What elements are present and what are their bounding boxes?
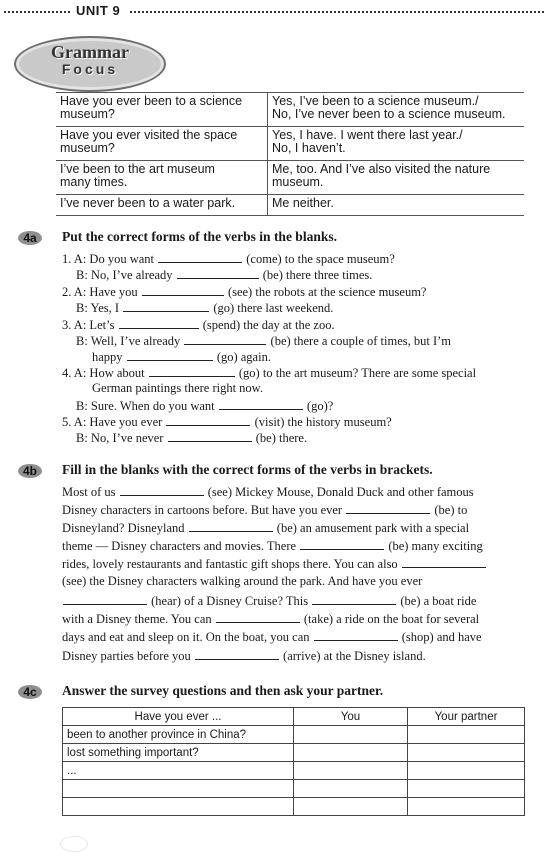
header-dots-right — [130, 11, 544, 13]
grammar-answer-line: No, I’ve never been to a science museum. — [272, 107, 506, 121]
page-smudge — [60, 836, 88, 852]
passage-text: (be) an amusement park with a special — [276, 521, 470, 535]
survey-header-you: You — [294, 708, 408, 726]
passage-line — [62, 593, 476, 609]
grammar-question-line: museum? — [60, 107, 115, 121]
survey-header-partner: Your partner — [408, 708, 525, 726]
passage-line — [62, 502, 467, 518]
passage-text: (be) to — [434, 503, 468, 517]
passage-line — [62, 574, 422, 589]
exercise-4a-text: (go) there last weekend. — [213, 301, 334, 315]
answer-blank[interactable] — [189, 520, 273, 532]
answer-blank[interactable] — [177, 267, 259, 279]
survey-answer-partner[interactable] — [408, 744, 525, 762]
survey-answer-you[interactable] — [294, 780, 408, 798]
passage-text: (be) many exciting — [388, 539, 483, 553]
survey-answer-partner[interactable] — [408, 762, 525, 780]
answer-blank[interactable] — [216, 611, 300, 623]
passage-line — [62, 484, 474, 500]
exercise-4a-line — [62, 414, 392, 430]
survey-question: lost something important? — [63, 744, 294, 762]
survey-table — [62, 707, 525, 816]
answer-blank[interactable] — [312, 593, 396, 605]
grammar-question-line: I’ve never been to a water park. — [60, 196, 236, 210]
grammar-row — [56, 93, 524, 127]
grammar-question — [56, 127, 268, 161]
grammar-answer — [268, 127, 525, 161]
grammar-row — [56, 127, 524, 161]
grammar-question-line: museum? — [60, 141, 115, 155]
passage-line — [62, 611, 479, 627]
passage-text: (arrive) at the Disney island. — [283, 649, 426, 663]
unit-label: UNIT 9 — [76, 3, 121, 18]
exercise-4a-line — [76, 430, 307, 446]
answer-blank[interactable] — [149, 365, 235, 377]
grammar-answer-line: Yes, I’ve been to a science museum./ — [272, 94, 479, 108]
grammar-question-line: Have you ever been to a science — [60, 94, 243, 108]
exercise-4a-line — [62, 317, 335, 333]
grammar-answer-line: Yes, I have. I went there last year./ — [272, 128, 463, 142]
passage-text: (shop) and have — [401, 630, 482, 644]
exercise-4a-line — [76, 333, 451, 349]
exercise-4a-text: 1. A: Do you want — [62, 252, 155, 266]
grammar-row — [56, 195, 524, 216]
survey-answer-you[interactable] — [294, 798, 408, 816]
grammar-answer — [268, 93, 525, 127]
survey-answer-you[interactable] — [294, 762, 408, 780]
passage-line — [62, 648, 426, 664]
survey-question — [63, 780, 294, 798]
exercise-4a-text: (be) there a couple of times, but I’m — [270, 334, 452, 348]
exercise-4a-line — [92, 349, 271, 365]
survey-question — [63, 798, 294, 816]
passage-text: theme — Disney characters and movies. There — [62, 539, 297, 553]
exercise-4a-text: B: Yes, I — [76, 301, 120, 315]
exercise-4a-text: B: No, I’ve already — [76, 268, 173, 282]
answer-blank[interactable] — [184, 333, 266, 345]
grammar-question-line: I’ve been to the art museum — [60, 162, 215, 176]
grammar-table — [56, 92, 524, 216]
answer-blank[interactable] — [300, 538, 384, 550]
exercise-4a-text: (visit) the history museum? — [254, 415, 392, 429]
grammar-answer-line: No, I haven’t. — [272, 141, 346, 155]
exercise-4a-text: (go)? — [306, 399, 334, 413]
grammar-question-line: Have you ever visited the space — [60, 128, 238, 142]
passage-text: rides, lovely restaurants and fantastic gift shops there. You can also — [62, 557, 398, 571]
grammar-answer — [268, 195, 525, 216]
section-4a-title: Put the correct forms of the verbs in the blanks. — [62, 229, 337, 244]
grammar-question-line: many times. — [60, 175, 128, 189]
survey-answer-you[interactable] — [294, 744, 408, 762]
exercise-4a-line — [62, 251, 395, 267]
passage-text: (see) Mickey Mouse, Donald Duck and other famous — [207, 485, 474, 499]
grammar-question — [56, 161, 268, 195]
section-4c-title: Answer the survey questions and then ask your partner. — [62, 683, 384, 698]
passage-text: (see) the Disney characters walking around the park. And have you ever — [62, 574, 423, 588]
grammar-answer-line: Me, too. And I’ve also visited the nature — [272, 162, 491, 176]
passage-text: days and eat and sleep on it. On the boat, you can — [62, 630, 310, 644]
exercise-4a-text: 3. A: Let’s — [62, 318, 115, 332]
survey-answer-partner[interactable] — [408, 780, 525, 798]
survey-answer-partner[interactable] — [408, 798, 525, 816]
survey-row — [63, 744, 525, 762]
grammar-focus-title: Grammar — [51, 42, 129, 62]
exercise-4a-text: B: Sure. When do you want — [76, 399, 215, 413]
grammar-question — [56, 93, 268, 127]
exercise-4a-text: 2. A: Have you — [62, 285, 138, 299]
grammar-answer — [268, 161, 525, 195]
survey-question: been to another province in China? — [63, 726, 294, 744]
answer-blank[interactable] — [402, 556, 486, 568]
passage-text: (hear) of a Disney Cruise? This — [151, 594, 309, 608]
answer-blank[interactable] — [219, 398, 303, 410]
passage-text: with a Disney theme. You can — [62, 612, 212, 626]
survey-answer-you[interactable] — [294, 726, 408, 744]
section-4b-badge: 4b — [18, 464, 42, 478]
answer-blank[interactable] — [314, 629, 398, 641]
passage-line — [62, 556, 487, 572]
section-4c-badge: 4c — [18, 685, 42, 699]
exercise-4a-text: 4. A: How about — [62, 366, 145, 380]
answer-blank[interactable] — [168, 430, 252, 442]
exercise-4a-line — [76, 300, 333, 316]
exercise-4a-text: B: Well, I’ve already — [76, 334, 181, 348]
grammar-question — [56, 195, 268, 216]
answer-blank[interactable] — [63, 593, 147, 605]
exercise-4a-text: (come) to the space museum? — [246, 252, 395, 266]
exercise-4a-line — [76, 267, 372, 283]
answer-blank[interactable] — [166, 414, 250, 426]
header-dots-left — [4, 11, 70, 13]
answer-blank[interactable] — [346, 502, 430, 514]
answer-blank[interactable] — [123, 300, 209, 312]
passage-line — [62, 538, 483, 554]
exercise-4a-line — [76, 398, 333, 414]
passage-text: (take) a ride on the boat for several — [303, 612, 480, 626]
answer-blank[interactable] — [195, 648, 279, 660]
exercise-4a-line — [92, 381, 263, 396]
exercise-4a-text: (see) the robots at the science museum? — [227, 285, 427, 299]
section-4a-badge: 4a — [18, 231, 42, 245]
answer-blank[interactable] — [120, 484, 204, 496]
exercise-4a-text: (be) there three times. — [262, 268, 373, 282]
exercise-4a-text: (be) there. — [255, 431, 308, 445]
passage-line — [62, 520, 469, 536]
exercise-4a-text: 5. A: Have you ever — [62, 415, 163, 429]
answer-blank[interactable] — [158, 251, 242, 263]
grammar-answer-line: museum. — [272, 175, 324, 189]
grammar-row — [56, 161, 524, 195]
exercise-4a-text: (go) to the art museum? There are some special — [238, 366, 477, 380]
passage-text: Disneyland? Disneyland — [62, 521, 185, 535]
passage-text: Disney parties before you — [62, 649, 191, 663]
passage-text: (be) a boat ride — [400, 594, 477, 608]
survey-row — [63, 798, 525, 816]
grammar-focus-subtitle: Focus — [61, 61, 119, 77]
passage-line — [62, 629, 482, 645]
exercise-4a-text: German paintings there right now. — [92, 381, 264, 395]
exercise-4a-line — [62, 365, 476, 381]
exercise-4a-text: (spend) the day at the zoo. — [202, 318, 335, 332]
answer-blank[interactable] — [127, 349, 213, 361]
grammar-focus-badge — [14, 36, 166, 92]
unit-header — [0, 2, 550, 20]
grammar-answer-line: Me neither. — [272, 196, 334, 210]
survey-row — [63, 780, 525, 798]
survey-question: ... — [63, 762, 294, 780]
exercise-4a-text: (go) again. — [216, 350, 271, 364]
exercise-4a-text: B: No, I’ve never — [76, 431, 164, 445]
survey-row — [63, 726, 525, 744]
section-4b-title: Fill in the blanks with the correct forms of the verbs in brackets. — [62, 462, 433, 477]
survey-header-question: Have you ever ... — [63, 708, 294, 726]
passage-text: Most of us — [62, 485, 116, 499]
answer-blank[interactable] — [142, 284, 224, 296]
exercise-4a-text: happy — [92, 350, 123, 364]
passage-text: Disney characters in cartoons before. But have you ever — [62, 503, 343, 517]
exercise-4a-line — [62, 284, 426, 300]
answer-blank[interactable] — [119, 317, 199, 329]
survey-answer-partner[interactable] — [408, 726, 525, 744]
survey-row — [63, 762, 525, 780]
